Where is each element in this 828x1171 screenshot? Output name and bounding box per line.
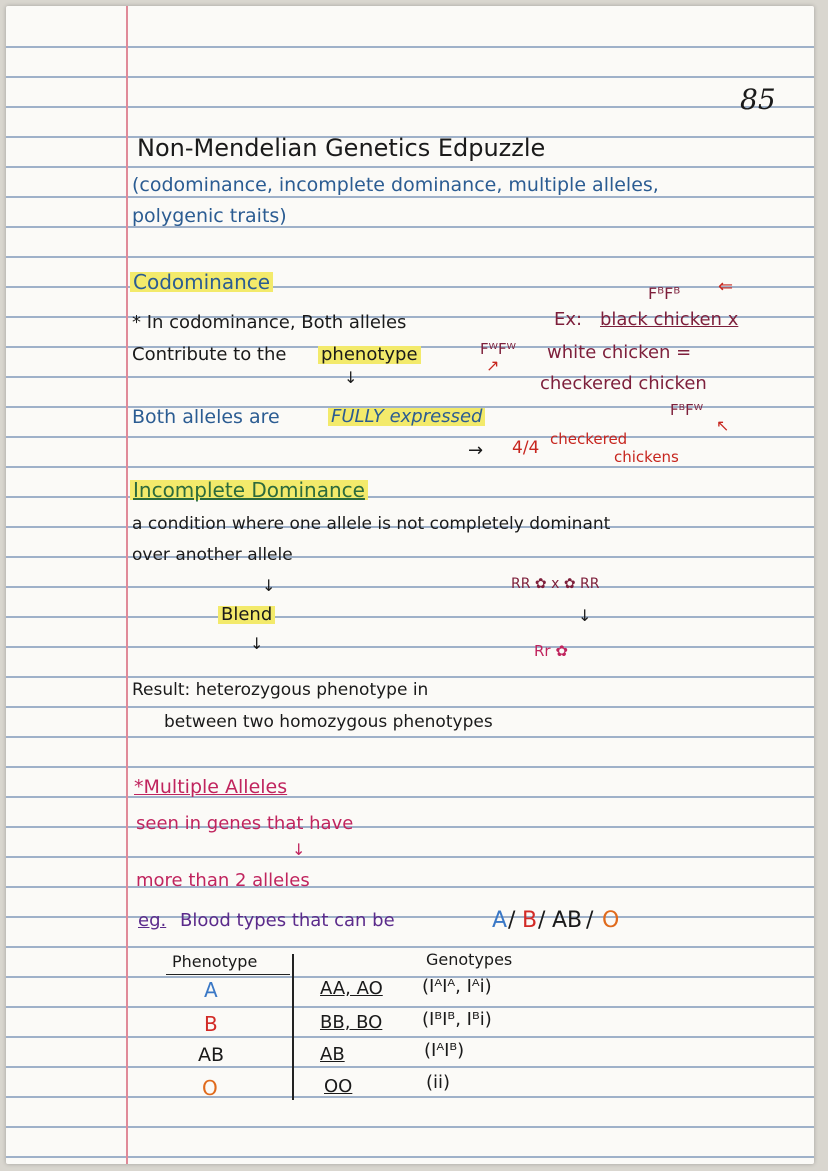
table-row-alleles-b: (IᴮIᴮ, Iᴮi) xyxy=(422,1009,492,1030)
subtitle-line-2: polygenic traits) xyxy=(132,205,287,227)
example-white-chicken: white chicken = xyxy=(547,342,692,363)
multiple-alleles-heading: *Multiple Alleles xyxy=(134,776,288,798)
result-fraction: 4/4 xyxy=(512,438,540,458)
blood-type-a: A xyxy=(492,908,508,933)
table-row-phenotype-o: O xyxy=(202,1076,218,1100)
notebook-page xyxy=(6,6,814,1164)
table-row-phenotype-a: A xyxy=(204,978,218,1002)
table-row-genotype-b: BB, BO xyxy=(320,1012,383,1033)
multiple-alleles-line-2: more than 2 alleles xyxy=(136,870,310,891)
table-header-phenotype: Phenotype xyxy=(172,952,258,971)
table-header-genotypes: Genotypes xyxy=(426,950,513,969)
blood-type-b: B xyxy=(522,908,538,933)
blood-types-text: Blood types that can be xyxy=(180,910,395,931)
codominance-arrow-right: → xyxy=(468,440,484,461)
margin-line xyxy=(126,6,128,1164)
slash-1: / xyxy=(508,908,516,933)
arrow-to-black-genotype: ⇐ xyxy=(718,276,734,297)
table-row-phenotype-b: B xyxy=(204,1012,218,1036)
table-row-alleles-ab: (IᴬIᴮ) xyxy=(424,1040,465,1061)
incomplete-result-2: between two homozygous phenotypes xyxy=(164,712,493,732)
table-row-alleles-o: (ii) xyxy=(426,1072,451,1093)
incomplete-arrow-2: ↓ xyxy=(250,634,264,653)
blend-label: Blend xyxy=(218,606,275,624)
example-label: Ex: xyxy=(554,309,583,330)
codominance-line-3a: Both alleles are xyxy=(132,406,280,428)
flower-offspring: Rr ✿ xyxy=(534,642,568,660)
table-row-genotype-o: OO xyxy=(324,1076,353,1097)
codominance-line-2a: Contribute to the xyxy=(132,344,287,365)
table-row-genotype-ab: AB xyxy=(320,1044,345,1065)
table-column-divider xyxy=(292,954,294,1100)
genotype-heterozygous: FᴮFᵂ xyxy=(670,401,704,419)
table-header-underline xyxy=(166,974,290,975)
codominance-heading: Codominance xyxy=(130,272,273,292)
subtitle-line-1: (codominance, incomplete dominance, multiple alleles, xyxy=(132,174,659,196)
arrow-to-white-genotype: ↗ xyxy=(486,356,500,375)
genotype-black: FᴮFᴮ xyxy=(648,284,681,303)
table-row-phenotype-ab: AB xyxy=(198,1044,225,1066)
incomplete-dominance-heading: Incomplete Dominance xyxy=(130,480,368,500)
example-label-eg: eg. xyxy=(138,910,167,931)
slash-2: / xyxy=(538,908,546,933)
example-checkered-chicken: checkered chicken xyxy=(540,373,707,394)
genotype-white: FᵂFᵂ xyxy=(480,340,516,358)
blood-type-ab: AB xyxy=(552,908,583,933)
incomplete-result-1: Result: heterozygous phenotype in xyxy=(132,680,429,700)
result-text-1: checkered xyxy=(550,430,628,448)
multiple-alleles-line-1: seen in genes that have xyxy=(136,813,354,834)
codominance-line-2b: phenotype xyxy=(318,346,421,364)
example-black-chicken: black chicken x xyxy=(600,309,739,330)
flower-cross: RR ✿ x ✿ RR xyxy=(511,576,600,592)
page-title: Non-Mendelian Genetics Edpuzzle xyxy=(137,134,546,162)
incomplete-definition-1: a condition where one allele is not completely dominant xyxy=(132,514,611,534)
codominance-arrow: ↓ xyxy=(344,368,358,387)
slash-3: / xyxy=(586,908,594,933)
codominance-line-3b: FULLY expressed xyxy=(328,408,485,426)
table-row-genotype-a: AA, AO xyxy=(320,978,383,999)
incomplete-arrow-1: ↓ xyxy=(262,576,276,595)
codominance-line-1: * In codominance, Both alleles xyxy=(132,312,407,333)
table-row-alleles-a: (IᴬIᴬ, Iᴬi) xyxy=(422,976,492,997)
page-number: 85 xyxy=(740,83,776,116)
blood-type-o: O xyxy=(602,908,620,933)
cross-arrow: ↓ xyxy=(578,606,592,625)
arrow-to-het-genotype: ↖ xyxy=(716,416,730,435)
multiple-alleles-arrow: ↓ xyxy=(292,840,306,859)
incomplete-definition-2: over another allele xyxy=(132,545,293,565)
result-text-2: chickens xyxy=(614,448,679,466)
